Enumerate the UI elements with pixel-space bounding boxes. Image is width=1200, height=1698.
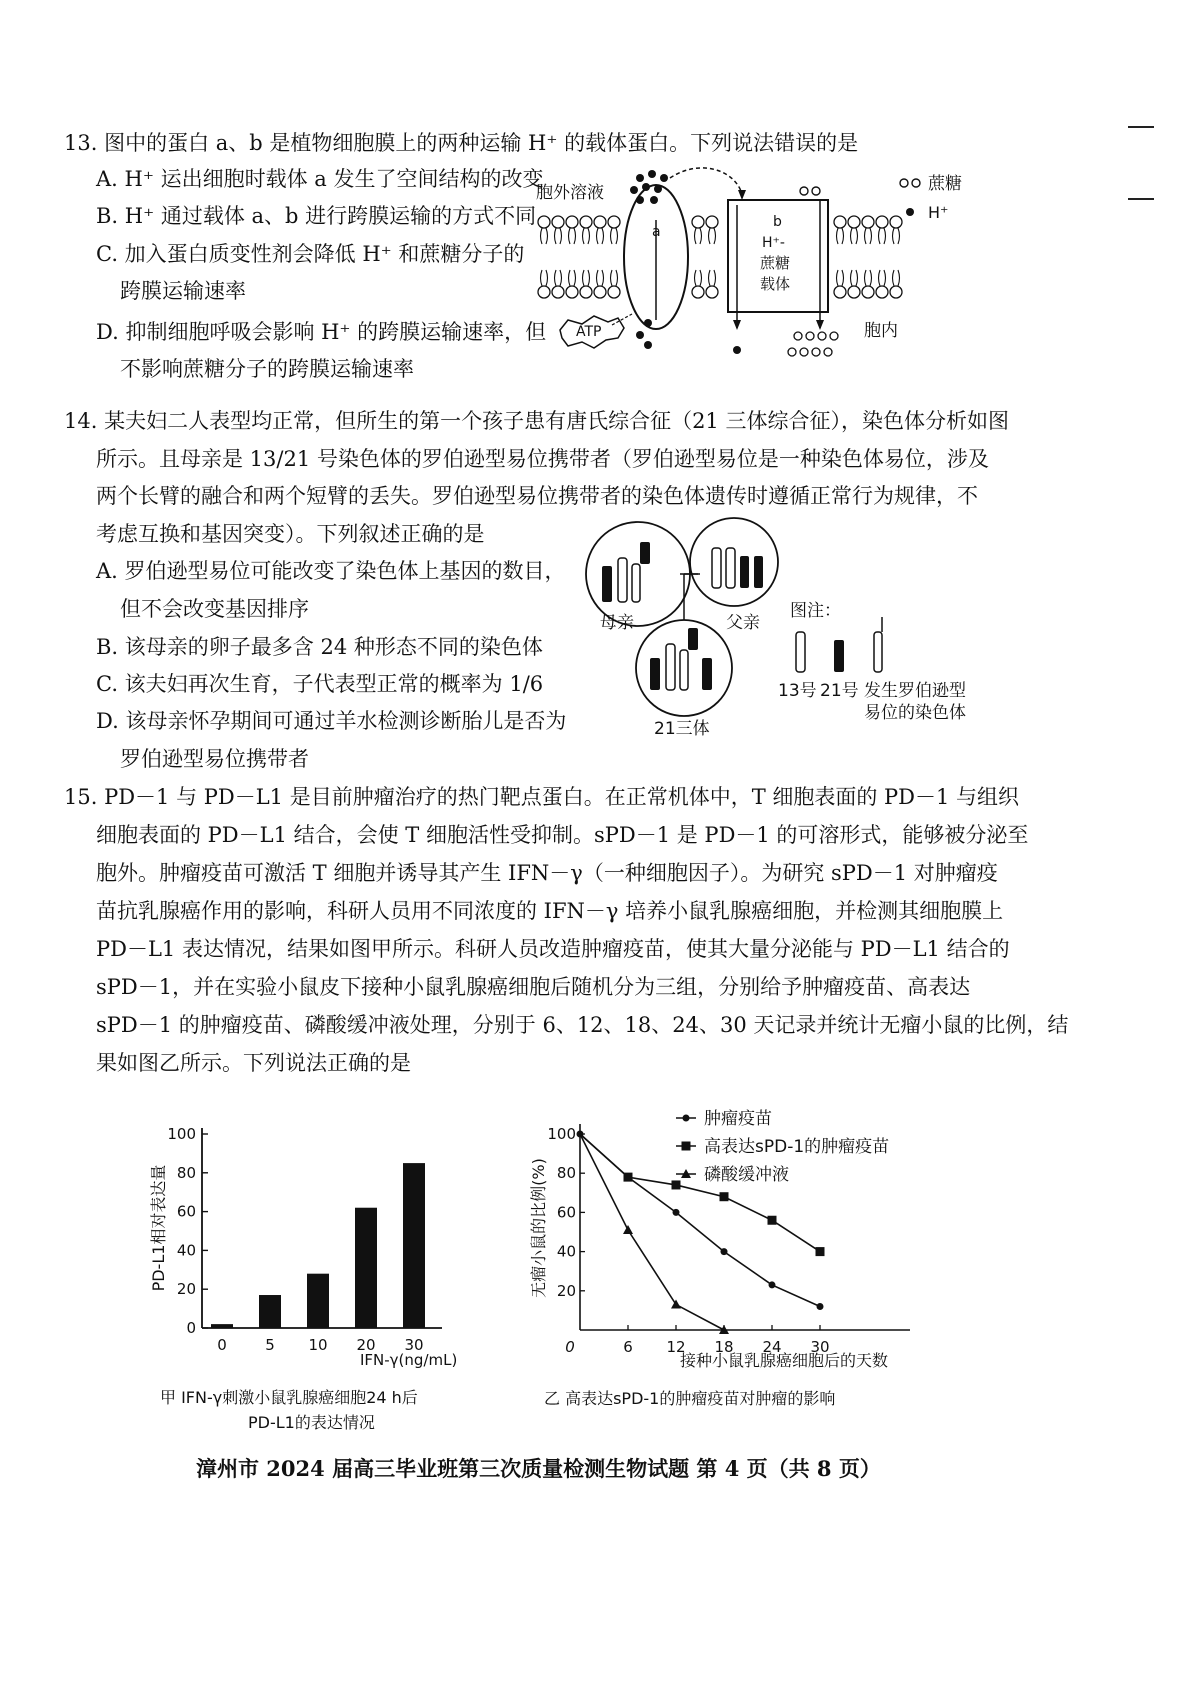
lipid-head [862, 286, 874, 298]
chart-b-xtick-label: 6 [623, 1338, 633, 1356]
chart-b-legend-label: 磷酸缓冲液 [704, 1165, 789, 1185]
chart-a-xtick-label: 5 [265, 1336, 275, 1354]
legend-13: 13号 [778, 681, 817, 701]
chart-b-ytick-label: 40 [556, 1242, 576, 1261]
lipid-head [552, 286, 564, 298]
chart-b-point [768, 1216, 777, 1225]
child-label: 21三体 [654, 719, 710, 739]
chart-a-ytick-label: 20 [176, 1280, 196, 1299]
lipid-head [848, 286, 860, 298]
carrier-a-label: a [652, 224, 661, 240]
chart-b-legend-label: 高表达sPD-1的肿瘤疫苗 [704, 1137, 890, 1157]
chart-a-xlabel: IFN-γ(ng/mL) [360, 1351, 458, 1369]
lipid-head [538, 286, 550, 298]
chart-a-ylabel: PD-L1相对表达量 [149, 1164, 168, 1292]
lipid-head [706, 286, 718, 298]
lipid-head [580, 216, 592, 228]
chart-b-point [720, 1192, 729, 1201]
chart-b-series-line [580, 1134, 724, 1330]
inside-label: 胞内 [864, 321, 898, 341]
chart-a-caption: PD-L1的表达情况 [248, 1413, 375, 1432]
lipid-head [890, 216, 902, 228]
chart-a-xtick-label: 10 [308, 1336, 328, 1354]
lipid-head [706, 216, 718, 228]
margin-mark [1128, 126, 1154, 128]
chart-b-point [671, 1300, 681, 1309]
chart-b-point [672, 1180, 681, 1189]
chart-b-ytick-label: 80 [556, 1164, 576, 1183]
chart-b-series-line [580, 1134, 820, 1306]
lipid-head [552, 216, 564, 228]
lipid-head [876, 286, 888, 298]
chart-b-xtick-label: 12 [666, 1338, 686, 1356]
chart-b-caption: 乙 高表达sPD-1的肿瘤疫苗对肿瘤的影响 [544, 1389, 836, 1408]
q14-option-d: D. 该母亲怀孕期间可通过羊水检测诊断胎儿是否为 [96, 709, 567, 733]
chart-b-point [624, 1173, 633, 1182]
legend-translocation: 易位的染色体 [864, 703, 966, 723]
lipid-head [594, 286, 606, 298]
legend-sucrose: 蔗糖 [928, 174, 962, 194]
q15-stem-line: sPD－1 的肿瘤疫苗、磷酸缓冲液处理，分别于 6、12、18、24、30 天记录并统计无瘤小鼠的比例，结 [96, 1013, 1069, 1037]
q15-stem-line: 苗抗乳腺癌作用的影响，科研人员用不同浓度的 IFN－γ 培养小鼠乳腺癌细胞，并检测其细胞膜上 [96, 899, 1004, 923]
chart-a-xtick-label: 30 [404, 1336, 424, 1354]
lipid-head [566, 286, 578, 298]
q14-stem-line: 考虑互换和基因突变）。下列叙述正确的是 [96, 522, 485, 546]
lipid-head [692, 216, 704, 228]
lipid-head [608, 286, 620, 298]
chart-a-ytick-label: 80 [176, 1163, 196, 1182]
q14-option-c: C. 该夫妇再次生育，子代表型正常的概率为 1/6 [96, 672, 544, 696]
carrier-b-label: b [773, 214, 782, 230]
q14-stem-line: 14. 某夫妇二人表型均正常，但所生的第一个孩子患有唐氏综合征（21 三体综合征），染色体分析如图 [64, 409, 1009, 433]
chart-a-bar [355, 1208, 377, 1328]
lipid-head [580, 286, 592, 298]
q14-stem-line: 两个长臂的融合和两个短臂的丢失。罗伯逊型易位携带者的染色体遗传时遵循正常行为规律，不 [96, 484, 978, 508]
q15-stem-line: 果如图乙所示。下列说法正确的是 [96, 1051, 411, 1075]
lipid-head [862, 216, 874, 228]
chart-b-legend-label: 肿瘤疫苗 [704, 1109, 772, 1129]
chart-b-xtick-label: 0 [565, 1338, 575, 1356]
chart-b-xlabel: 接种小鼠乳腺癌细胞后的天数 [680, 1351, 889, 1370]
q15-stem-line: PD－L1 表达情况，结果如图甲所示。科研人员改造肿瘤疫苗，使其大量分泌能与 PD－L1 结合的 [96, 937, 1010, 961]
legend-21: 21号 [820, 681, 859, 701]
q14-option-b: B. 该母亲的卵子最多含 24 种形态不同的染色体 [96, 635, 543, 659]
legend-h: H⁺ [928, 203, 949, 222]
q13-option-b: B. H⁺ 通过载体 a、b 进行跨膜运输的方式不同 [96, 204, 537, 228]
chart-a-bar [403, 1163, 425, 1328]
q14-option-a-cont: 但不会改变基因排序 [120, 597, 309, 621]
lipid-head [538, 216, 550, 228]
q13-option-d: D. 抑制细胞呼吸会影响 H⁺ 的跨膜运输速率，但 [96, 320, 547, 344]
chart-a-ytick-label: 100 [167, 1125, 196, 1143]
q14-option-d-cont: 罗伯逊型易位携带者 [120, 747, 309, 771]
q15-stem-line: 15. PD－1 与 PD－L1 是目前肿瘤治疗的热门靶点蛋白。在正常机体中，T 细胞表面的 PD－1 与组织 [64, 785, 1020, 809]
lipid-head [848, 216, 860, 228]
chart-b-legend-marker [682, 1142, 691, 1151]
chart-a-bar [259, 1295, 281, 1328]
legend-translocation: 发生罗伯逊型 [864, 681, 966, 701]
lipid-head [876, 216, 888, 228]
chart-b-point [623, 1225, 633, 1234]
chart-a-bar [307, 1274, 329, 1328]
q14-stem-line: 所示。且母亲是 13/21 号染色体的罗伯逊型易位携带者（罗伯逊型易位是一种染色体易位，涉及 [96, 447, 989, 471]
margin-mark [1128, 198, 1154, 200]
lipid-head [566, 216, 578, 228]
q13-option-a: A. H⁺ 运出细胞时载体 a 发生了空间结构的改变 [96, 167, 544, 191]
q13-option-d-cont: 不影响蔗糖分子的跨膜运输速率 [120, 357, 414, 381]
chart-b-xtick-label: 24 [762, 1338, 782, 1356]
chart-b-point [721, 1248, 728, 1255]
q15-stem-line: 胞外。肿瘤疫苗可激活 T 细胞并诱导其产生 IFN－γ（一种细胞因子）。为研究 sPD－1 对肿瘤疫 [96, 861, 998, 885]
lipid-head [834, 286, 846, 298]
q13-option-c-cont: 跨膜运输速率 [120, 279, 246, 303]
lipid-head [692, 286, 704, 298]
lipid-head [608, 216, 620, 228]
lipid-head [594, 216, 606, 228]
chart-b-legend-marker [683, 1115, 690, 1122]
carrier-b-label: 蔗糖 [760, 254, 791, 272]
legend-title: 图注： [790, 601, 841, 621]
chart-a-ytick-label: 60 [176, 1202, 196, 1221]
page-footer: 漳州市 2024 届高三毕业班第三次质量检测生物试题 第 4 页（共 8 页） [196, 1456, 881, 1481]
lipid-head [890, 286, 902, 298]
chart-b-point [769, 1281, 776, 1288]
chart-b-point [816, 1247, 825, 1256]
q14-option-a: A. 罗伯逊型易位可能改变了染色体上基因的数目， [96, 559, 566, 583]
chart-b-xtick-label: 30 [810, 1338, 830, 1356]
q15-stem-line: sPD－1，并在实验小鼠皮下接种小鼠乳腺癌细胞后随机分为三组，分别给予肿瘤疫苗、高表达 [96, 975, 971, 999]
chart-pdl1-expression [140, 1110, 480, 1440]
chart-b-ytick-label: 20 [556, 1281, 576, 1300]
chart-a-ytick-label: 40 [176, 1241, 196, 1260]
chart-tumor-free-mice [510, 1096, 950, 1436]
chart-b-point [817, 1303, 824, 1310]
carrier-b-label: H⁺- [762, 235, 785, 251]
membrane-transport-diagram [530, 160, 1000, 360]
chart-b-xtick-label: 18 [714, 1338, 734, 1356]
chart-b-ytick-label: 60 [556, 1203, 576, 1222]
chart-a-ytick-label: 0 [186, 1319, 196, 1337]
chart-b-ylabel: 无瘤小鼠的比例(%) [529, 1158, 548, 1298]
father-label: 父亲 [726, 613, 760, 633]
lipid-head [834, 216, 846, 228]
chart-a-xtick-label: 20 [356, 1336, 376, 1354]
chart-a-xtick-label: 0 [217, 1336, 227, 1354]
q15-stem-line: 细胞表面的 PD－L1 结合，会使 T 细胞活性受抑制。sPD－1 是 PD－1 的可溶形式，能够被分泌至 [96, 823, 1029, 847]
outside-label: 胞外溶液 [536, 183, 604, 203]
carrier-b-label: 载体 [760, 275, 791, 293]
mother-label: 母亲 [600, 613, 634, 633]
q13-option-c: C. 加入蛋白质变性剂会降低 H⁺ 和蔗糖分子的 [96, 242, 525, 266]
atp-label: ATP [576, 324, 602, 340]
chart-b-point [673, 1209, 680, 1216]
q13-stem: 13. 图中的蛋白 a、b 是植物细胞膜上的两种运输 H⁺ 的载体蛋白。下列说法错误的是 [64, 131, 859, 155]
chart-a-caption: 甲 IFN-γ刺激小鼠乳腺癌细胞24 h后 [160, 1388, 418, 1407]
chart-b-ytick-label: 100 [547, 1125, 576, 1143]
chart-a-bar [211, 1324, 233, 1328]
karyotype-pedigree-diagram [580, 512, 1000, 762]
